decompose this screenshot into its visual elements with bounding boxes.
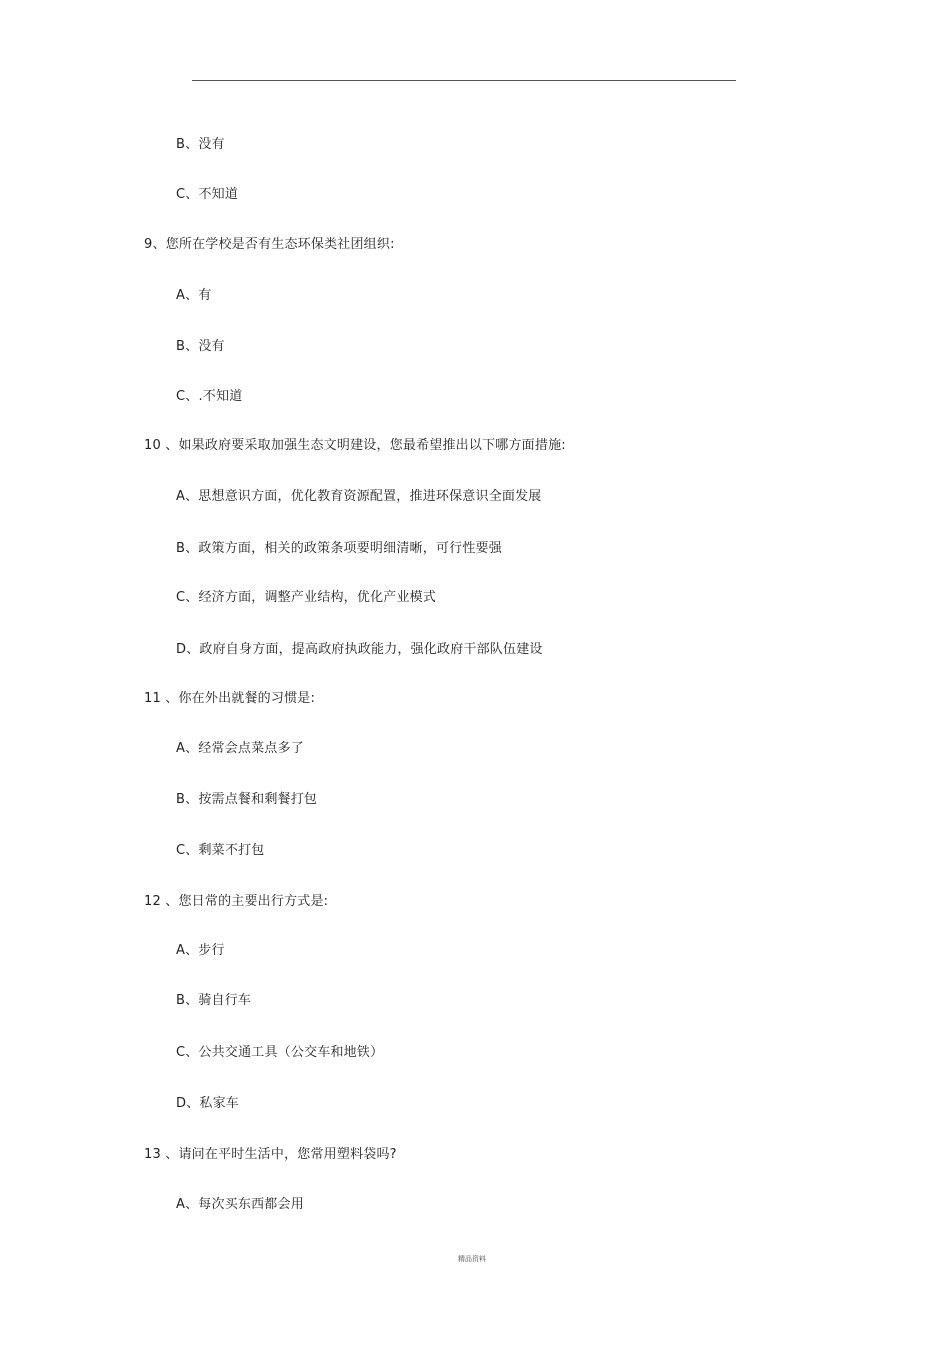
option-12d: D、私家车 [176,1096,240,1111]
header-rule [192,80,736,81]
option-9b: B、没有 [176,339,225,354]
option-8b: B、没有 [176,137,225,152]
option-12c: C、公共交通工具（公交车和地铁） [176,1045,384,1060]
option-11c: C、剩菜不打包 [176,843,265,858]
question-9: 9、您所在学校是否有生态环保类社团组织: [144,237,395,252]
option-11a: A、经常会点菜点多了 [176,741,304,756]
option-8c: C、不知道 [176,187,239,202]
question-11: 11 、你在外出就餐的习惯是: [144,691,316,706]
question-10: 10 、如果政府要采取加强生态文明建设，您最希望推出以下哪方面措施: [144,438,566,453]
question-13: 13 、请问在平时生活中，您常用塑料袋吗? [144,1147,397,1162]
option-9a: A、有 [176,288,212,303]
question-12: 12 、您日常的主要出行方式是: [144,894,329,909]
option-12a: A、步行 [176,943,225,958]
option-11b: B、按需点餐和剩餐打包 [176,792,318,807]
option-10c: C、经济方面，调整产业结构，优化产业模式 [176,590,437,605]
option-13a: A、每次买东西都会用 [176,1197,304,1212]
option-10a: A、思想意识方面，优化教育资源配置，推进环保意识全面发展 [176,489,542,504]
page-footer: 精品资料 [458,1255,486,1263]
option-9c: C、.不知道 [176,389,243,404]
option-10d: D、政府自身方面，提高政府执政能力，强化政府干部队伍建设 [176,642,543,657]
option-12b: B、骑自行车 [176,993,252,1008]
option-10b: B、政策方面，相关的政策条项要明细清晰，可行性要强 [176,541,502,556]
